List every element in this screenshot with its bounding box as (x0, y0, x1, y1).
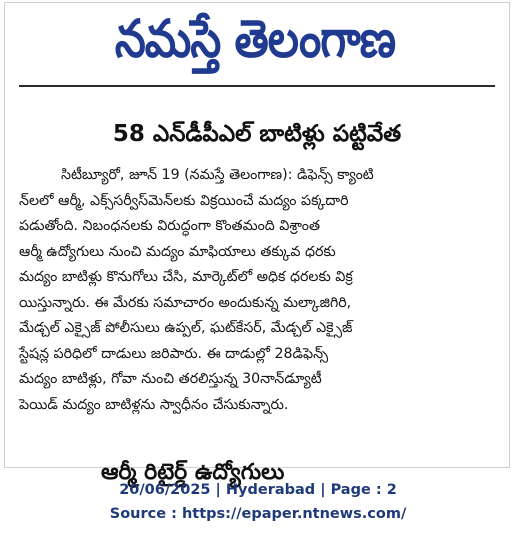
footer-dateline: 20/06/2025 | Hyderabad | Page : 2 (119, 482, 397, 498)
next-article-heading-text: ఆర్మీ రిటైర్డ్ ఉద్యోగులు (101, 460, 285, 485)
article-body (19, 163, 499, 418)
masthead-divider (19, 85, 495, 87)
article-line: మద్యం బాటిళ్లు కొనుగోలు చేసి, మార్కెట్‌లో అధిక ధరలకు విక్ర (19, 269, 353, 285)
newspaper-clipping (4, 2, 510, 485)
article-headline: 58 ఎన్‌డీపీఎల్ బాటిళ్లు పట్టివేత (112, 121, 402, 147)
article-line: మద్యం బాటిళ్లు, గోవా నుంచి తరలిస్తున్న 30నాన్‌డ్యూటీ (19, 371, 322, 387)
masthead-title: నమస్తే తెలంగాణ (114, 9, 396, 70)
article-line: యిస్తున్నారు. ఈ మేరకు సమాచారం అందుకున్న మల్కాజిగిరి, (19, 294, 352, 311)
article-line: ఆర్మీ ఉద్యోగులు నుంచి మద్యం మాఫియాలు తక్కువ ధరకు (19, 243, 336, 260)
clipping-footer (0, 478, 516, 526)
article-line: సిటీబ్యూరో, జూన్ 19 (నమస్తే తెలంగాణ): డిఫెన్స్ క్యాంటి (61, 167, 374, 183)
article-line: న్‌లలో ఆర్మీ, ఎక్స్‌సర్వీస్‌మెన్‌లకు విక్రయించే మద్యం పక్కదారి (19, 192, 349, 209)
footer-source: Source : https://epaper.ntnews.com/ (109, 506, 407, 522)
article-line: మేడ్చల్ ఎక్సైజ్ పోలీసులు ఉప్పల్, ఘట్‌కేసర్, మేడ్చల్ ఎక్సైజ్ (19, 320, 353, 336)
masthead (45, 9, 465, 71)
article-line: పెయిడ్ మద్యం బాటిళ్లను స్వాధీనం చేసుకున్నారు. (19, 396, 289, 413)
article-line: పడుతోంది. నిబంధనలకు విరుద్ధంగా కొంతమంది విశ్రాంత (19, 218, 320, 234)
article-line: స్టేషన్ల పరిధిలో దాడులు జరిపారు. ఈ దాడుల్లో 28డిఫెన్స్ (19, 345, 329, 362)
next-article-heading-cut (101, 449, 391, 485)
